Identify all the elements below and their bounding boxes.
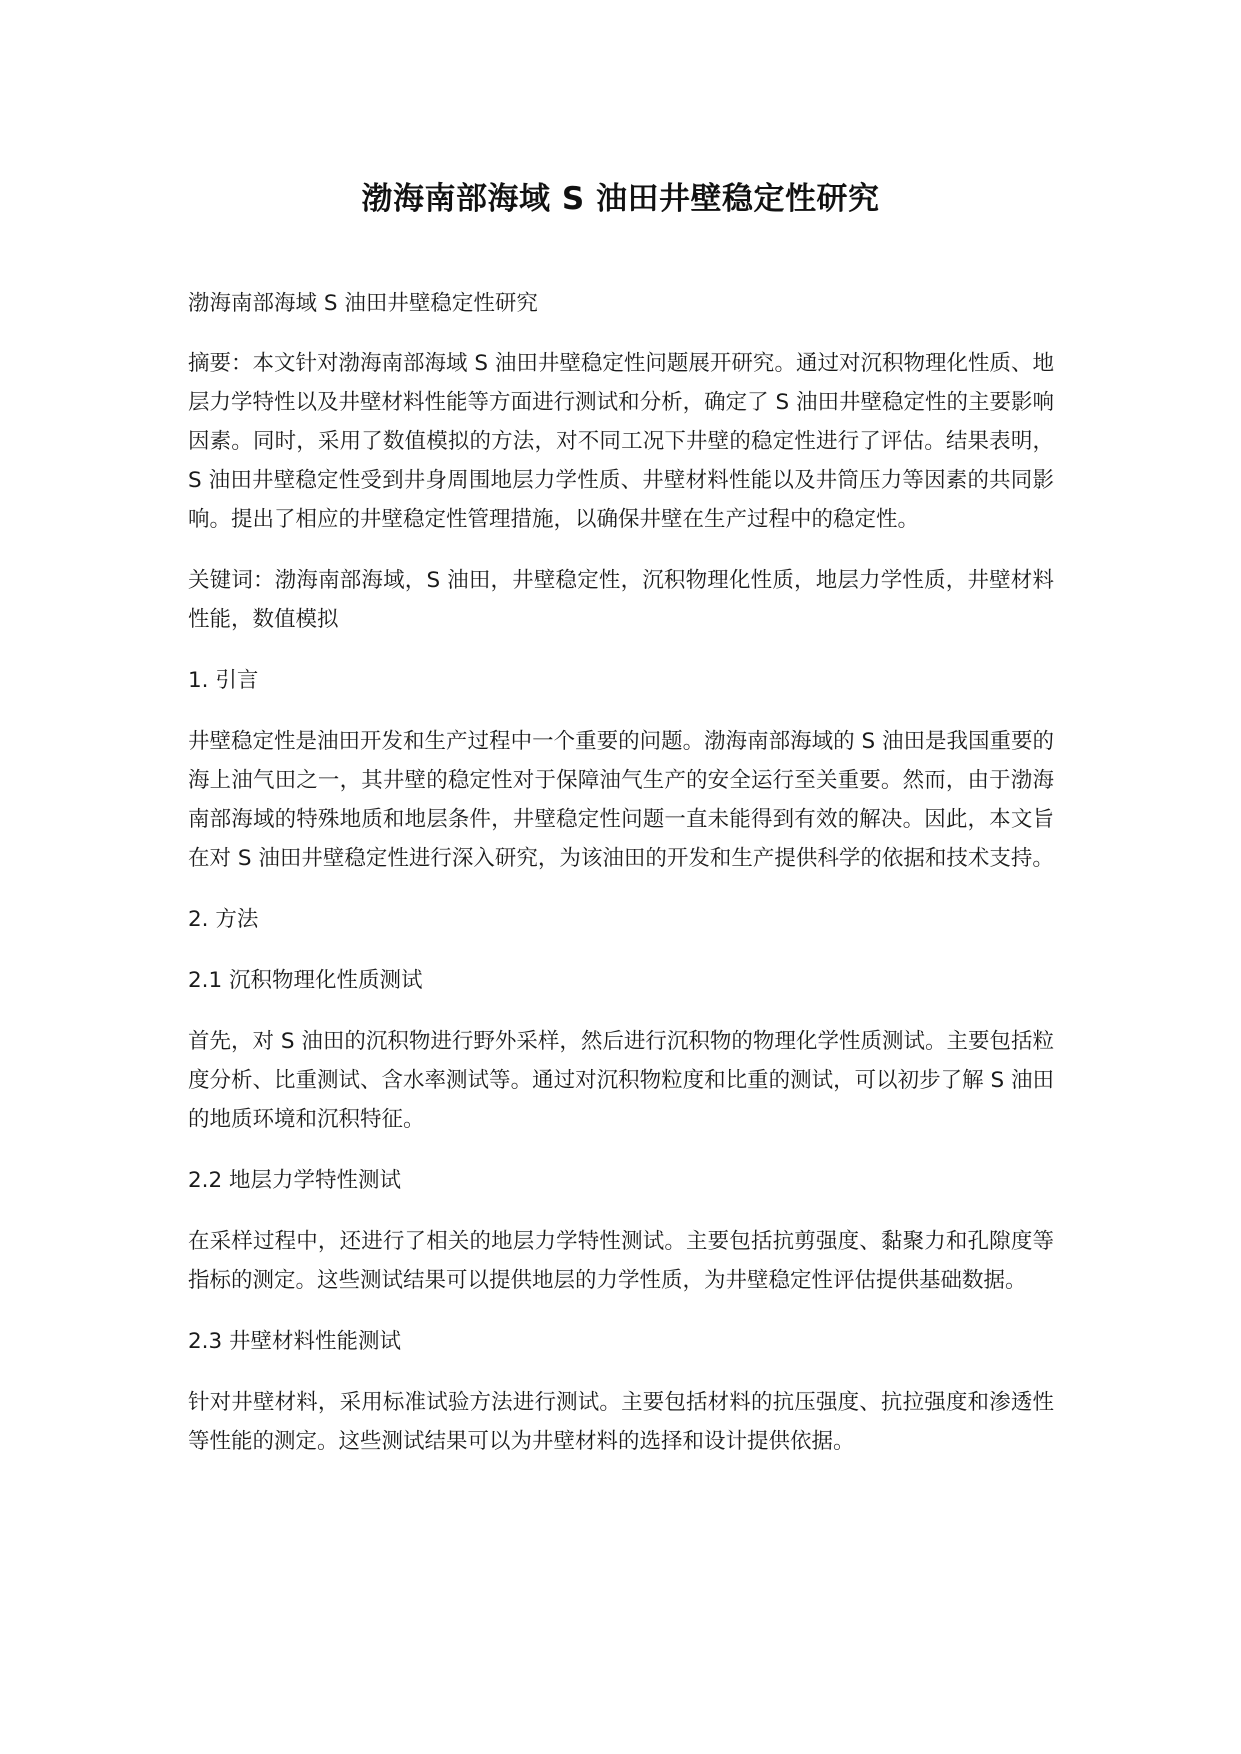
document-title: 渤海南部海域 S 油田井壁稳定性研究 — [361, 181, 880, 217]
section-heading-methods: 2. 方法 — [188, 907, 259, 932]
sediment-tests-paragraph: 首先，对 S 油田的沉积物进行野外采样，然后进行沉积物的物理化学性质测试。主要包括粒度分析、比重测试、含水率测试等。通过对沉积物粒度和比重的测试，可以初步了解 S 油田的地质环境和沉积特征。 — [188, 1029, 1054, 1132]
formation-mechanics-paragraph: 在采样过程中，还进行了相关的地层力学特性测试。主要包括抗剪强度、黏聚力和孔隙度等指标的测定。这些测试结果可以提供地层的力学性质，为井壁稳定性评估提供基础数据。 — [188, 1229, 1054, 1293]
abstract-paragraph: 摘要：本文针对渤海南部海域 S 油田井壁稳定性问题展开研究。通过对沉积物理化性质、地层力学特性以及井壁材料性能等方面进行测试和分析，确定了 S 油田井壁稳定性的主要影响因素。同时，采用了数值模拟的方法，对不同工况下井壁的稳定性进行了评估。结果表明，S 油田井壁稳定性受到井身周围地层力学性质、井壁材料性能以及井筒压力等因素的共同影响。提出了相应的井壁稳定性管理措施，以确保井壁在生产过程中的稳定性。 — [188, 351, 1054, 532]
document-subtitle: 渤海南部海域 S 油田井壁稳定性研究 — [188, 291, 538, 316]
wall-material-paragraph: 针对井壁材料，采用标准试验方法进行测试。主要包括材料的抗压强度、抗拉强度和渗透性等性能的测定。这些测试结果可以为井壁材料的选择和设计提供依据。 — [188, 1390, 1054, 1454]
subsection-heading-formation-mechanics: 2.2 地层力学特性测试 — [188, 1168, 402, 1193]
document-body — [188, 284, 1054, 1483]
section-heading-introduction: 1. 引言 — [188, 668, 259, 693]
subsection-heading-wall-material: 2.3 井壁材料性能测试 — [188, 1329, 402, 1354]
keywords-paragraph: 关键词：渤海南部海域，S 油田，井壁稳定性，沉积物理化性质，地层力学性质，井壁材料性能，数值模拟 — [188, 568, 1054, 632]
subsection-heading-sediment-tests: 2.1 沉积物理化性质测试 — [188, 968, 423, 993]
introduction-paragraph: 井壁稳定性是油田开发和生产过程中一个重要的问题。渤海南部海域的 S 油田是我国重要的海上油气田之一，其井壁的稳定性对于保障油气生产的安全运行至关重要。然而，由于渤海南部海域的特殊地质和地层条件，井壁稳定性问题一直未能得到有效的解决。因此，本文旨在对 S 油田井壁稳定性进行深入研究，为该油田的开发和生产提供科学的依据和技术支持。 — [188, 729, 1054, 871]
